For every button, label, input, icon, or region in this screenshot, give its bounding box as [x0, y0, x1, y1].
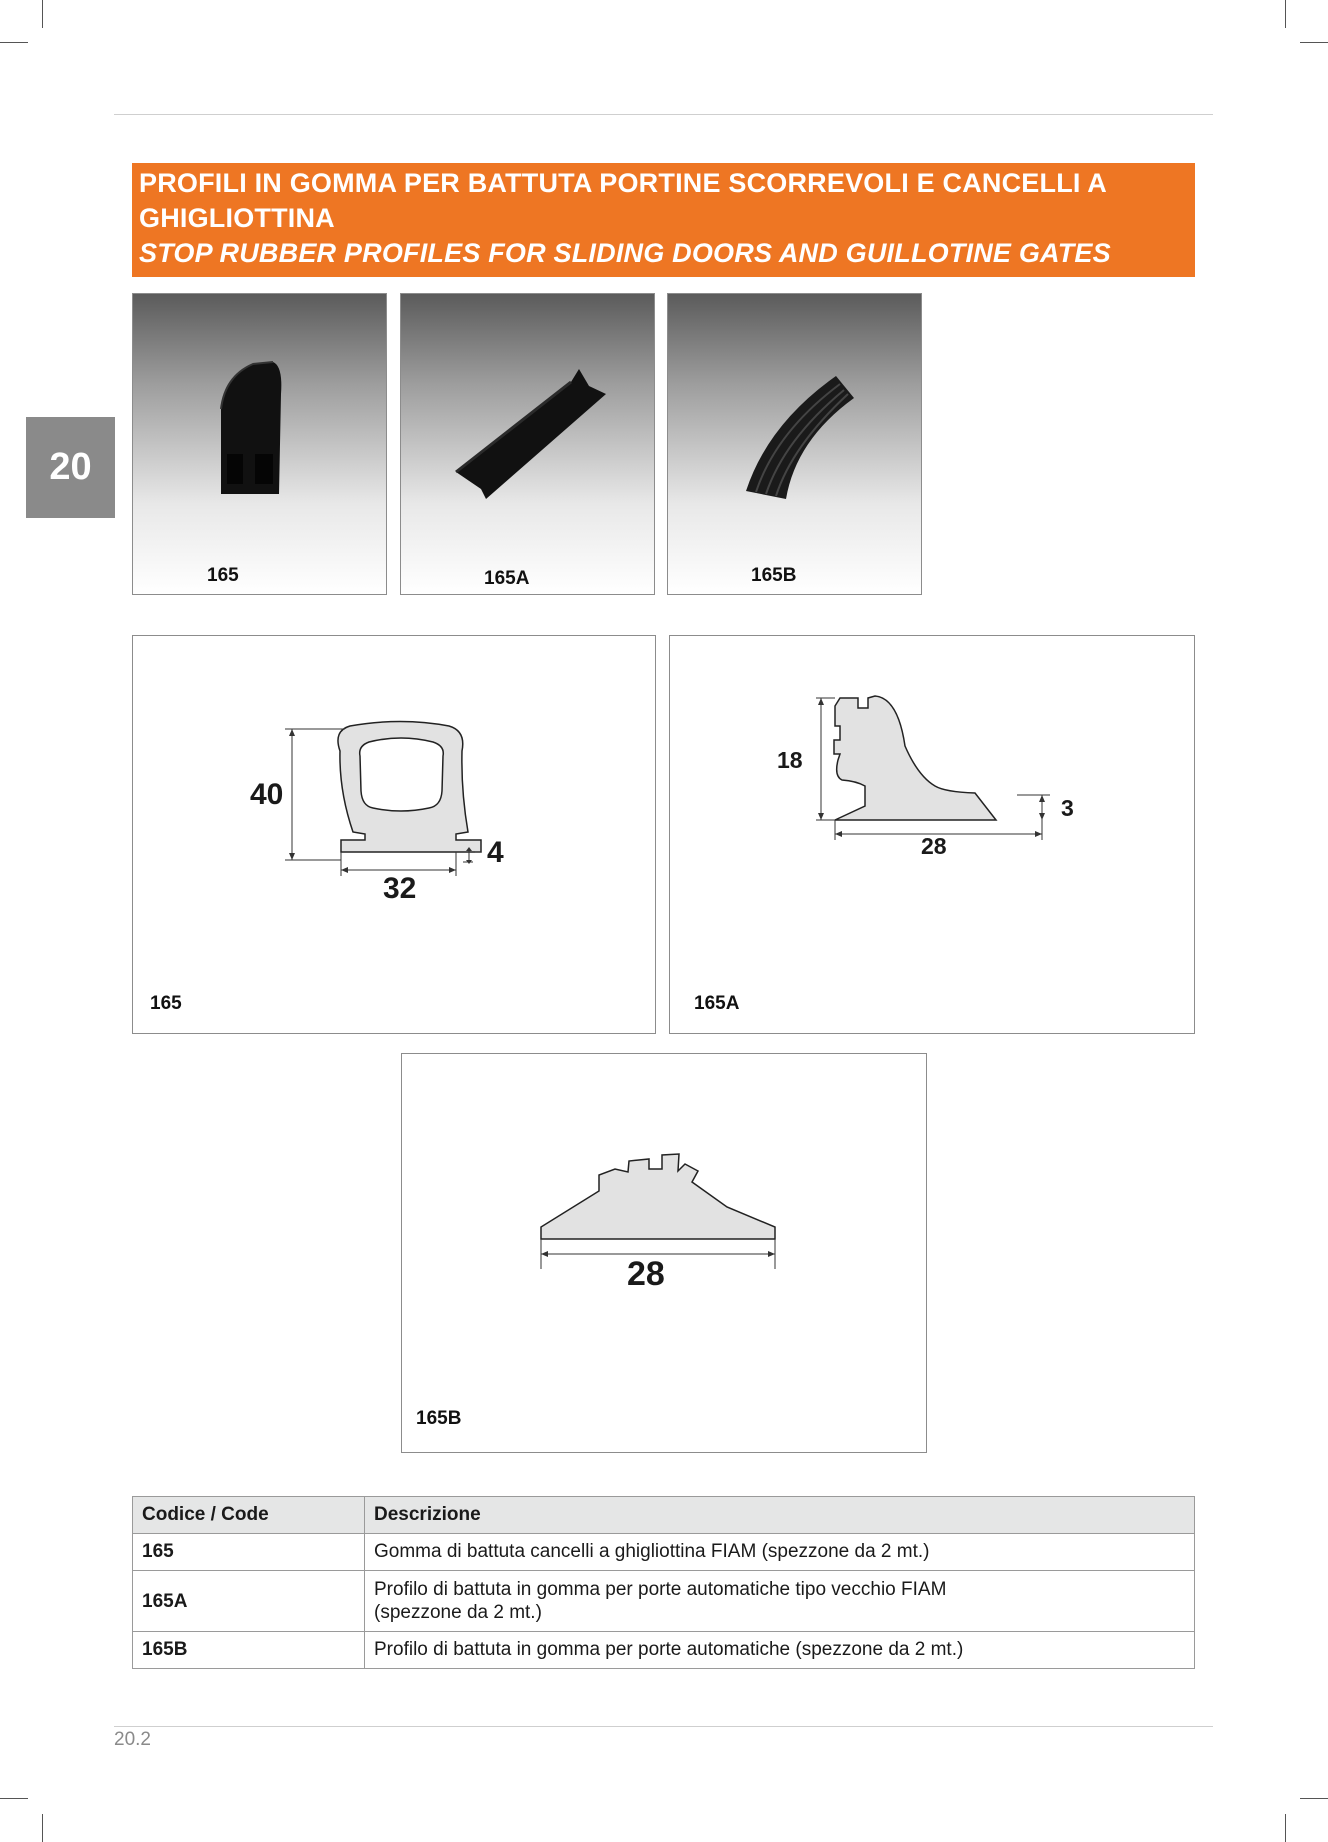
product-photo-165b	[667, 293, 922, 595]
crop-mark	[1285, 1814, 1286, 1842]
crop-mark	[42, 1814, 43, 1842]
photo-label: 165A	[484, 568, 530, 589]
section-tab-number: 20	[49, 446, 92, 488]
profile-165b-photo-image	[668, 294, 923, 596]
page-number: 20.2	[114, 1729, 151, 1750]
row-code: 165B	[133, 1632, 365, 1669]
title-italian-line2: GHIGLIOTTINA	[139, 203, 335, 233]
row-description	[365, 1571, 1195, 1632]
crop-mark	[0, 42, 28, 43]
technical-drawing-165a	[669, 635, 1195, 1034]
crop-mark	[1300, 1798, 1328, 1799]
drawing-code: 165B	[416, 1408, 462, 1429]
crop-mark	[1285, 0, 1286, 28]
table-row	[133, 1632, 1195, 1669]
photo-label: 165	[207, 565, 239, 586]
dimension-base-width: 28	[627, 1255, 665, 1293]
profile-165a-photo-image	[401, 294, 656, 596]
crop-mark	[1300, 42, 1328, 43]
profile-165-section-drawing	[133, 636, 657, 1035]
dimension-base-width: 28	[921, 833, 947, 859]
dimension-foot-height: 3	[1061, 795, 1074, 821]
table-header-row	[133, 1497, 1195, 1534]
title-english: STOP RUBBER PROFILES FOR SLIDING DOORS AND GUILLOTINE GATES	[139, 238, 1111, 268]
photo-label: 165B	[751, 565, 797, 586]
profile-165-photo-image	[133, 294, 388, 596]
row-description-line2: (spezzone da 2 mt.)	[374, 1602, 542, 1623]
dimension-base-width: 32	[383, 872, 417, 905]
crop-mark	[0, 1798, 28, 1799]
section-tab[interactable]	[26, 417, 115, 518]
dimension-foot-height: 4	[487, 836, 504, 869]
product-photo-165a	[400, 293, 655, 595]
row-description: Profilo di battuta in gomma per porte automatiche (spezzone da 2 mt.)	[365, 1632, 1195, 1669]
dimension-height: 40	[250, 778, 284, 811]
drawing-code: 165	[150, 993, 182, 1014]
dimension-height: 18	[777, 747, 803, 773]
row-description: Gomma di battuta cancelli a ghigliottina FIAM (spezzone da 2 mt.)	[365, 1534, 1195, 1571]
bottom-rule	[114, 1726, 1213, 1727]
title-italian-line1: PROFILI IN GOMMA PER BATTUTA PORTINE SCORREVOLI E CANCELLI A	[139, 168, 1107, 198]
crop-mark	[42, 0, 43, 28]
product-table	[132, 1496, 1195, 1669]
drawing-code: 165A	[694, 993, 740, 1014]
top-rule	[114, 114, 1213, 115]
row-code: 165A	[133, 1571, 365, 1632]
profile-165b-section-drawing	[402, 1054, 928, 1454]
row-code: 165	[133, 1534, 365, 1571]
column-header-description: Descrizione	[365, 1497, 1195, 1534]
section-header	[132, 163, 1195, 277]
technical-drawing-165	[132, 635, 656, 1034]
product-photo-165	[132, 293, 387, 595]
table-row	[133, 1534, 1195, 1571]
table-row	[133, 1571, 1195, 1632]
technical-drawing-165b	[401, 1053, 927, 1453]
column-header-code: Codice / Code	[133, 1497, 365, 1534]
row-description-line1: Profilo di battuta in gomma per porte automatiche tipo vecchio FIAM	[374, 1579, 947, 1600]
